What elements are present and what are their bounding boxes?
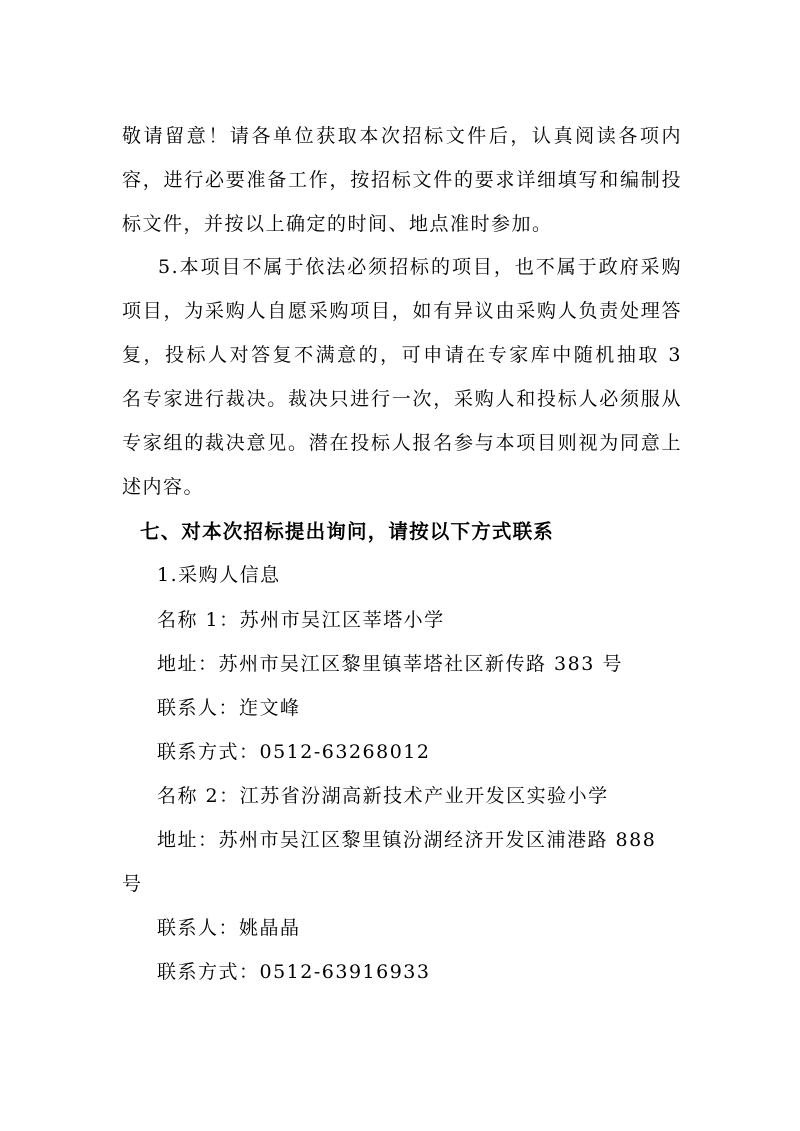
purchaser-1-phone: 联系方式：0512-63268012 (157, 741, 431, 763)
purchaser-1-address: 地址：苏州市吴江区黎里镇莘塔社区新传路 383 号 (157, 653, 623, 675)
notice-paragraph: 敬请留意！请各单位获取本次招标文件后，认真阅读各项内容，进行必要准备工作，按招标文件的要求详细填写和编制投标文件，并按以上确定的时间、地点准时参加。 (122, 125, 682, 235)
purchaser-2-name: 名称 2：江苏省汾湖高新技术产业开发区实验小学 (157, 785, 609, 807)
purchaser-1-name: 名称 1：苏州市吴江区莘塔小学 (157, 609, 445, 631)
purchaser-1-contact: 联系人：迮文峰 (157, 697, 301, 719)
purchaser-2-address: 地址：苏州市吴江区黎里镇汾湖经济开发区浦港路 888 号 (122, 829, 657, 895)
section-heading: 七、对本次招标提出询问，请按以下方式联系 (140, 520, 555, 543)
item-5-paragraph: 5.本项目不属于依法必须招标的项目，也不属于政府采购项目，为采购人自愿采购项目，如有异议由采购人负责处理答复，投标人对答复不满意的，可申请在专家库中随机抽取 3 名专家进行裁决。裁决只进行一次，采购人和投标人必须服从专家组的裁决意见。潜在投标人报名参与本项目则视为同意上述内容。 (122, 256, 682, 498)
purchaser-2-contact: 联系人：姚晶晶 (157, 917, 301, 939)
purchaser-info-subheading: 1.采购人信息 (157, 564, 281, 586)
purchaser-2-phone: 联系方式：0512-63916933 (157, 961, 431, 983)
